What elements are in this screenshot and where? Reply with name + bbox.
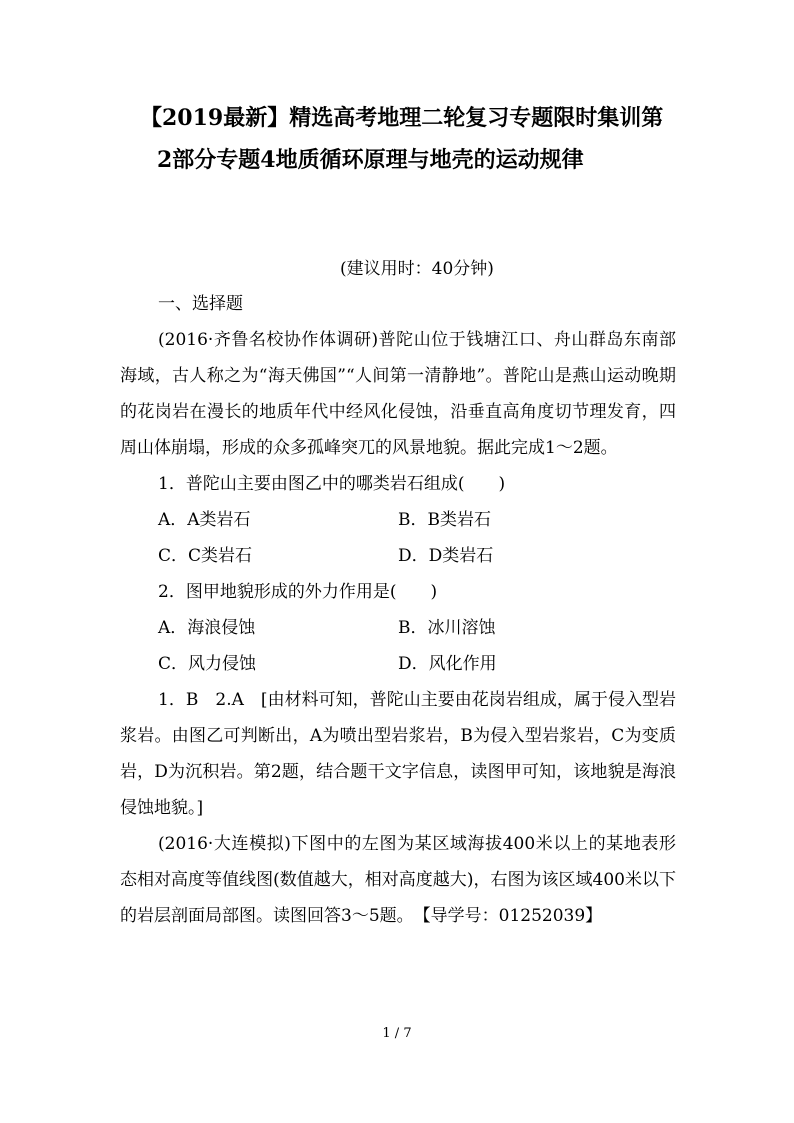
q2-option-a: A．海浪侵蚀 bbox=[158, 618, 256, 638]
question-2-stem: 2．图甲地貌形成的外力作用是( ) bbox=[158, 582, 438, 602]
question-2-options-row-1 bbox=[120, 610, 676, 646]
title-line-2: 2部分专题4地质循环原理与地壳的运动规律 bbox=[157, 147, 584, 173]
passage-1: (2016·齐鲁名校协作体调研)普陀山位于钱塘江口、舟山群岛东南部海域，古人称之为“海天佛国”“人间第一清静地”。普陀山是燕山运动晚期的花岗岩在漫长的地质年代中经风化侵蚀，沿垂直高角度切节理发育，四周山体崩塌，形成的众多孤峰突兀的风景地貌。据此完成1～2题。 bbox=[120, 330, 676, 458]
q2-option-b: B．冰川溶蚀 bbox=[398, 618, 496, 638]
passage-2: (2016·大连模拟)下图中的左图为某区域海拔400米以上的某地表形态相对高度等值线图(数值越大，相对高度越大)，右图为该区域400米以下的岩层剖面局部图。读图回答3～5题。 【导学号：01252039】 bbox=[120, 834, 676, 926]
page-number: 1 / 7 bbox=[382, 1026, 412, 1041]
question-1-options-row-1 bbox=[120, 502, 676, 538]
suggested-time: (建议用时：40分钟) bbox=[340, 259, 494, 279]
q1-option-d: D．D类岩石 bbox=[398, 546, 494, 566]
q2-option-d: D．风化作用 bbox=[398, 654, 497, 674]
section-heading: 一、选择题 bbox=[158, 294, 243, 314]
question-2-options-row-2 bbox=[120, 646, 676, 682]
q2-option-c: C．风力侵蚀 bbox=[158, 654, 257, 674]
answer-explanation: 1．B 2.A [由材料可知，普陀山主要由花岗岩组成，属于侵入型岩浆岩。由图乙可判断出，A为喷出型岩浆岩，B为侵入型岩浆岩，C为变质岩，D为沉积岩。第2题，结合题干文字信息，读图甲可知，该地貌是海浪侵蚀地貌。] bbox=[120, 690, 676, 818]
q1-option-c: C．C类岩石 bbox=[158, 546, 253, 566]
title-line-1: 【2019最新】精选高考地理二轮复习专题限时集训第 bbox=[140, 105, 664, 131]
question-1-options-row-2 bbox=[120, 538, 676, 574]
document-body bbox=[120, 286, 676, 934]
q1-option-b: B．B类岩石 bbox=[398, 510, 491, 530]
q1-option-a: A．A类岩石 bbox=[158, 510, 251, 530]
question-1-stem: 1．普陀山主要由图乙中的哪类岩石组成( ) bbox=[158, 474, 506, 494]
